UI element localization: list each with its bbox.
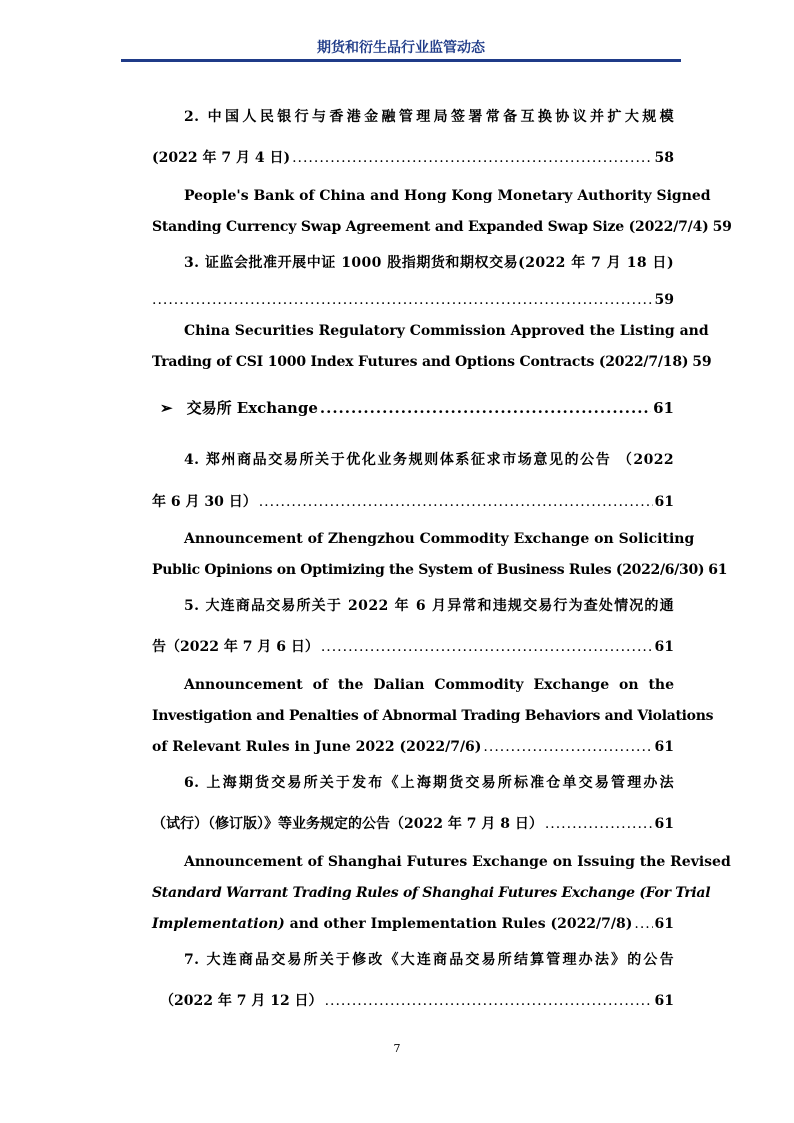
toc-entry-3-zh-page: 59 [654,292,674,308]
toc-entry-5-en-page: 61 [654,739,674,755]
toc-entry-5-zh-line2[interactable] [152,636,674,658]
toc-entry-3-en-line1[interactable]: China Securities Regulatory Commission Approved the Listing and [184,323,709,339]
running-header: 期货和衍生品行业监管动态 [317,40,485,56]
arrow-bullet-icon: ➢ [160,399,173,417]
toc-entry-6-en-line2[interactable]: Standard Warrant Trading Rules of Shanghai Futures Exchange (For Trial [152,885,711,901]
toc-entry-6-zh-title: （试行）（修订版）》等业务规定的公告（2022 年 7 月 8 日） [152,816,543,832]
dot-leader [292,147,652,169]
toc-entry-3-en-line2[interactable] [152,351,712,373]
toc-entry-7-zh-page: 61 [654,993,674,1009]
dot-leader [320,395,651,421]
toc-entry-5-zh-line1[interactable]: 5. 大连商品交易所关于 2022 年 6 月异常和违规交易行为查处情况的通 [184,598,674,614]
toc-entry-6-en-page: 61 [654,916,674,932]
dot-leader [483,736,652,758]
toc-entry-4-en-page: 61 [708,562,728,578]
toc-entry-4-en-title: Public Opinions on Optimizing the System of Business Rules (2022/6/30) [152,562,705,578]
dot-leader [152,289,653,311]
toc-entry-2-zh-date: (2022 年 7 月 4 日) [152,150,291,166]
dot-leader [321,636,653,658]
toc-entry-6-en-title-rest: and other Implementation Rules (2022/7/8) [284,916,633,932]
toc-entry-5-en-line1[interactable]: Announcement of the Dalian Commodity Exchange on the [184,677,674,693]
toc-entry-5-en-title: of Relevant Rules in June 2022 (2022/7/6) [152,739,482,755]
toc-entry-3-en-page: 59 [692,354,712,370]
toc-entry-4-zh-line1[interactable]: 4. 郑州商品交易所关于优化业务规则体系征求市场意见的公告 （2022 [184,452,674,468]
toc-entry-2-zh-line1[interactable]: 2. 中国人民银行与香港金融管理局签署常备互换协议并扩大规模 [184,109,674,125]
toc-entry-3-zh-line2[interactable] [152,289,674,311]
toc-entry-2-zh-line2[interactable] [152,147,674,169]
toc-entry-6-zh-page: 61 [654,816,674,832]
toc-entry-2-en-title: Standing Currency Swap Agreement and Expanded Swap Size (2022/7/4) [152,219,709,235]
toc-entry-6-zh-line2[interactable] [152,813,674,835]
toc-entry-2-en-line2[interactable] [152,216,732,238]
toc-entry-6-en-title-italic: Implementation) [152,916,285,932]
dot-leader [545,813,653,835]
toc-section-page: 61 [653,399,674,417]
toc-entry-3-en-title: Trading of CSI 1000 Index Futures and Options Contracts (2022/7/18) [152,354,689,370]
page-number: 7 [393,1042,401,1055]
toc-entry-3-zh-line1[interactable]: 3. 证监会批准开展中证 1000 股指期货和期权交易(2022 年 7 月 18 日) [184,255,674,271]
toc-entry-4-en-line2[interactable] [152,559,728,581]
toc-entry-5-en-line2[interactable]: Investigation and Penalties of Abnormal Trading Behaviors and Violations [152,708,714,724]
toc-entry-6-en-line3[interactable] [152,913,674,935]
toc-entry-7-zh-line2[interactable] [160,990,674,1012]
dot-leader [259,491,653,513]
toc-entry-2-en-line1[interactable]: People's Bank of China and Hong Kong Monetary Authority Signed [184,188,711,204]
toc-entry-6-en-line1[interactable]: Announcement of Shanghai Futures Exchange on Issuing the Revised [184,854,731,870]
toc-entry-4-zh-date: 年 6 月 30 日） [152,494,257,510]
toc-section-label: 交易所 Exchange [186,399,318,417]
toc-entry-4-zh-line2[interactable] [152,491,674,513]
toc-entry-6-zh-line1[interactable]: 6. 上海期货交易所关于发布《上海期货交易所标准仓单交易管理办法 [184,775,674,791]
toc-entry-7-zh-line1[interactable]: 7. 大连商品交易所关于修改《大连商品交易所结算管理办法》的公告 [184,952,674,968]
toc-entry-5-zh-date: 告（2022 年 7 月 6 日） [152,639,319,655]
toc-entry-2-zh-page: 58 [654,150,674,166]
header-rule [121,59,681,62]
toc-entry-4-en-line1[interactable]: Announcement of Zhengzhou Commodity Exchange on Soliciting [184,531,695,547]
toc-entry-5-en-line3[interactable] [152,736,674,758]
toc-entry-7-zh-date: （2022 年 7 月 12 日） [160,993,323,1009]
toc-entry-4-zh-page: 61 [654,494,674,510]
toc-entry-5-zh-page: 61 [654,639,674,655]
toc-entry-2-en-page: 59 [712,219,732,235]
dot-leader [325,990,653,1012]
dot-leader [634,913,652,935]
toc-section-exchange[interactable] [160,395,674,421]
